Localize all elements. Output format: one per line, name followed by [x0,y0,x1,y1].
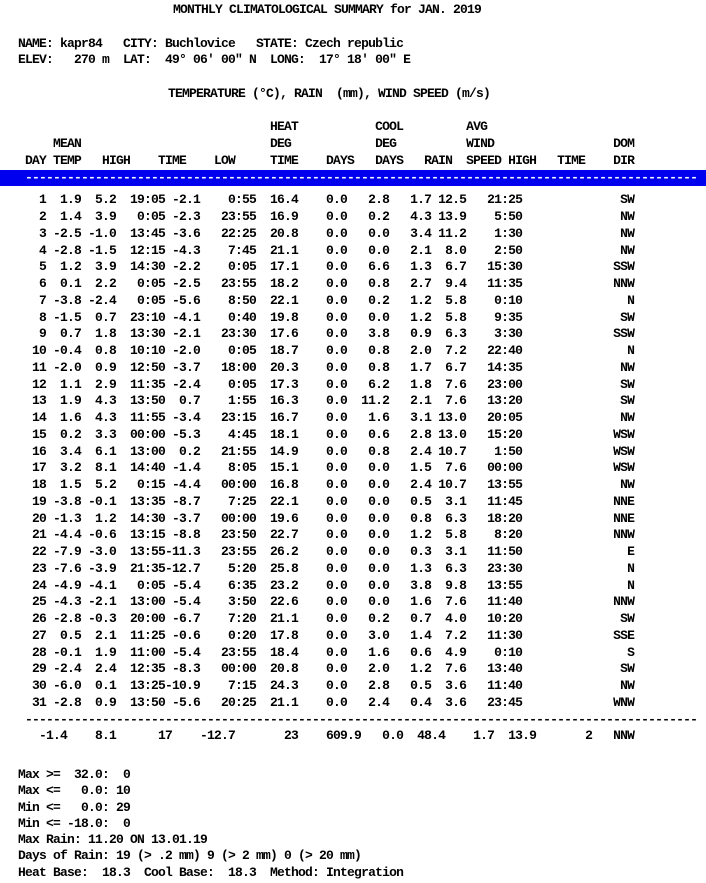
stat-line: Min <= -18.0: 0 [18,815,131,831]
table-row: 16 3.4 6.1 13:00 0.2 21:55 14.9 0.0 0.8 2.4 10.7 1:50 WSW [18,443,635,459]
table-summary-row: -1.4 8.1 17 -12.7 23 609.9 0.0 48.4 1.7 13.9 2 NNW [18,728,635,744]
table-row: 1 1.9 5.2 19:05 -2.1 0:55 16.4 0.0 2.8 1.7 12.5 21:25 SW [18,192,635,208]
table-row: 18 1.5 5.2 0:15 -4.4 00:00 16.8 0.0 0.0 2.4 10.7 13:55 NW [18,477,635,492]
table-row: 29 -2.4 2.4 12:35 -8.3 00:00 20.8 0.0 2.0 1.2 7.6 13:40 SW [18,661,635,677]
selected-separator-line: ------------------------------------------------------------------------------------------------ [0,170,706,187]
table-row: 5 1.2 3.9 14:30 -2.2 0:05 17.1 0.0 6.6 1.3 6.7 15:30 SSW [18,259,635,275]
table-row: 19 -3.8 -0.1 13:35 -8.7 7:25 22.1 0.0 0.0 0.5 3.1 11:45 NNE [18,493,635,509]
table-separator-line: ------------------------------------------------------------------------------------------------ [18,711,698,727]
summary-stats-block [18,767,706,881]
table-row: 26 -2.8 -0.3 20:00 -6.7 7:20 21.1 0.0 0.2 0.7 4.0 10:20 SW [18,611,635,626]
table-row: 25 -4.3 -2.1 13:00 -5.4 3:50 22.6 0.0 0.0 1.6 7.6 11:40 NNW [18,594,635,610]
table-row: 7 -3.8 -2.4 0:05 -5.6 8:50 22.1 0.0 0.2 1.2 5.8 0:10 N [18,292,635,308]
stat-line: Max <= 0.0: 10 [18,783,131,799]
stat-line: Days of Rain: 19 (> .2 mm) 9 (> 2 mm) 0 (> 20 mm) [18,848,362,864]
table-row: 24 -4.9 -4.1 0:05 -5.4 6:35 23.2 0.0 0.0 3.8 9.8 13:55 N [18,577,635,593]
elevation-info-line: ELEV: 270 m LAT: 49° 06' 00" N LONG: 17° 18' 00" E [18,52,411,68]
table-row: 31 -2.8 0.9 13:50 -5.6 20:25 21.1 0.0 2.4 0.4 3.6 23:45 WNW [18,694,635,710]
table-row: 23 -7.6 -3.9 21:35-12.7 5:20 25.8 0.0 0.0 1.3 6.3 23:30 N [18,560,635,576]
stat-line: Max >= 32.0: 0 [18,767,131,782]
table-row: 21 -4.4 -0.6 13:15 -8.8 23:50 22.7 0.0 0.0 1.2 5.8 8:20 NNW [18,527,635,543]
table-row: 9 0.7 1.8 13:30 -2.1 23:30 17.6 0.0 3.8 0.9 6.3 3:30 SSW [18,326,635,342]
table-row: 20 -1.3 1.2 14:30 -3.7 00:00 19.6 0.0 0.0 0.8 6.3 18:20 NNE [18,510,635,526]
table-row: 10 -0.4 0.8 10:10 -2.0 0:05 18.7 0.0 0.8 2.0 7.2 22:40 N [18,343,635,358]
table-body [18,192,706,711]
table-row: 17 3.2 8.1 14:40 -1.4 8:05 15.1 0.0 0.0 1.5 7.6 00:00 WSW [18,460,635,476]
table-row: 13 1.9 4.3 13:50 0.7 1:55 16.3 0.0 11.2 2.1 7.6 13:20 SW [18,393,635,409]
blank-line [18,69,706,86]
table-header-row-2: MEAN DEG DEG WIND DOM [18,136,642,151]
table-row: 27 0.5 2.1 11:25 -0.6 0:20 17.8 0.0 3.0 1.4 7.2 11:30 SSE [18,627,635,643]
report-title: MONTHLY CLIMATOLOGICAL SUMMARY for JAN. 2019 [173,2,482,17]
table-row: 6 0.1 2.2 0:05 -2.5 23:55 18.2 0.0 0.8 2.7 9.4 11:35 NNW [18,276,635,291]
table-row: 15 0.2 3.3 00:00 -5.3 4:45 18.1 0.0 0.6 2.8 13.0 15:20 WSW [18,426,635,442]
blank-line [18,103,706,120]
table-row: 8 -1.5 0.7 23:10 -4.1 0:40 19.8 0.0 0.0 1.2 5.8 9:35 SW [18,309,635,325]
units-line: TEMPERATURE (°C), RAIN (mm), WIND SPEED (m/s) [168,85,491,101]
table-row: 3 -2.5 -1.0 13:45 -3.6 22:25 20.8 0.0 0.0 3.4 11.2 1:30 NW [18,225,635,241]
table-row: 11 -2.0 0.9 12:50 -3.7 18:00 20.3 0.0 0.8 1.7 6.7 14:35 NW [18,359,635,375]
table-row: 30 -6.0 0.1 13:25-10.9 7:15 24.3 0.0 2.8 0.5 3.6 11:40 NW [18,678,635,693]
table-row: 22 -7.9 -3.0 13:55-11.3 23:55 26.2 0.0 0.0 0.3 3.1 11:50 E [18,544,635,559]
stat-line: Heat Base: 18.3 Cool Base: 18.3 Method: Integration [18,864,404,880]
stat-line: Min <= 0.0: 29 [18,799,131,815]
table-header-row-1: HEAT COOL AVG [18,119,642,135]
table-row: 12 1.1 2.9 11:35 -2.4 0:05 17.3 0.0 6.2 1.8 7.6 23:00 SW [18,376,635,392]
table-row: 2 1.4 3.9 0:05 -2.3 23:55 16.9 0.0 0.2 4.3 13.9 5:50 NW [18,209,635,224]
stat-line: Max Rain: 11.20 ON 13.01.19 [18,832,208,848]
blank-line [18,19,706,36]
table-header-row-3: DAY TEMP HIGH TIME LOW TIME DAYS DAYS RAIN SPEED HIGH TIME DIR [18,152,642,168]
table-row: 28 -0.1 1.9 11:00 -5.4 23:55 18.4 0.0 1.6 0.6 4.9 0:10 S [18,644,635,660]
table-row: 14 1.6 4.3 11:55 -3.4 23:15 16.7 0.0 1.6 3.1 13.0 20:05 NW [18,410,635,425]
table-row: 4 -2.8 -1.5 12:15 -4.3 7:45 21.1 0.0 0.0 2.1 8.0 2:50 NW [18,242,635,258]
station-info-line: NAME: kapr84 CITY: Buchlovice STATE: Czech republic [18,35,404,51]
